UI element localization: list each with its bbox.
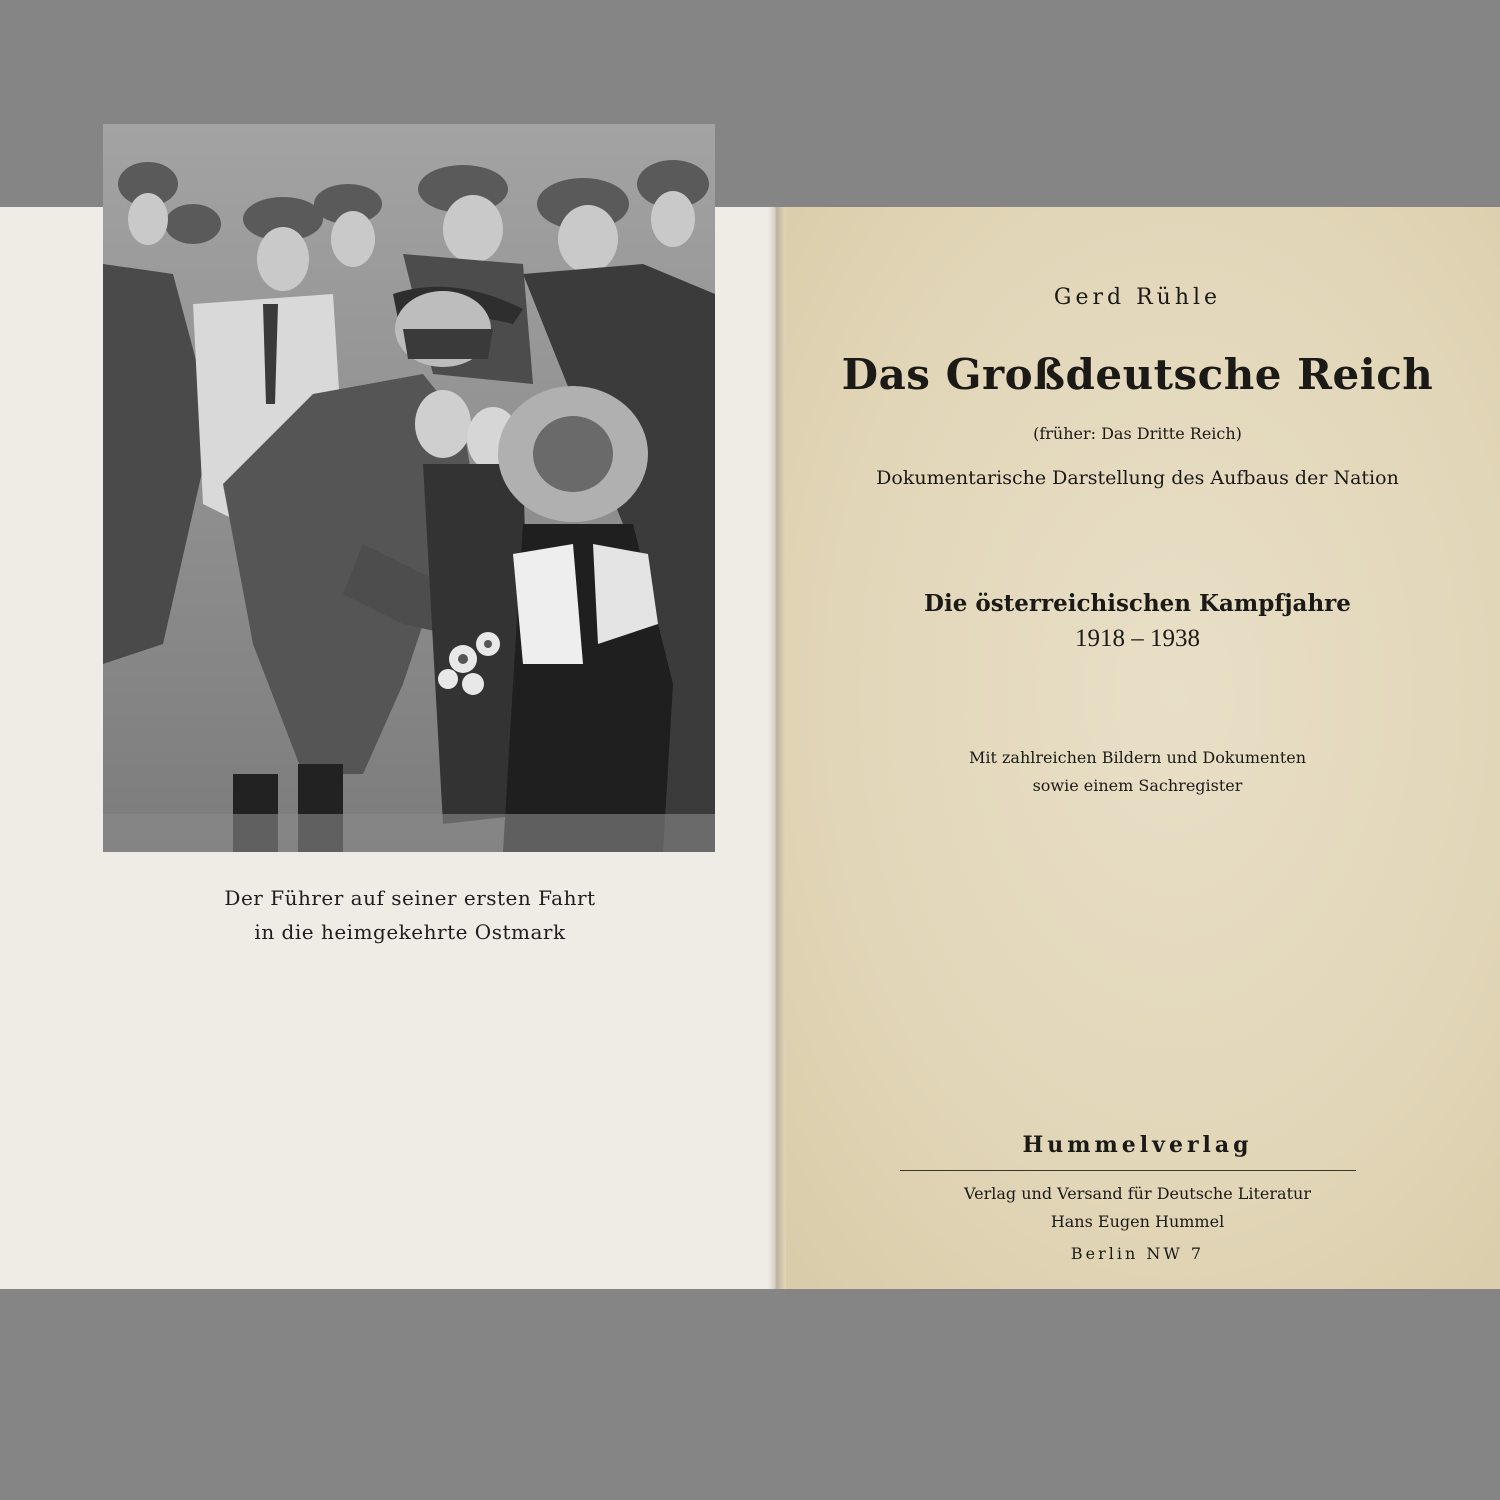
publisher-name: Hummelverlag: [1022, 1132, 1253, 1158]
photo-caption-line2: in die heimgekehrte Ostmark: [254, 920, 566, 944]
photo-illustration: [103, 124, 715, 852]
volume-years: 1918 – 1938: [1075, 625, 1200, 652]
frontispiece-photo: [103, 124, 715, 852]
volume-title: Die österreichischen Kampfjahre: [924, 590, 1351, 617]
author-name: Gerd Rühle: [1053, 285, 1222, 310]
contents-note-line2: sowie einem Sachregister: [1032, 776, 1243, 795]
contents-note-line1: Mit zahlreichen Bildern und Dokumenten: [968, 748, 1307, 767]
book-title: Das Großdeutsche Reich: [841, 350, 1434, 399]
publisher-rule: [900, 1170, 1356, 1171]
publisher-address-line2: Hans Eugen Hummel: [1050, 1212, 1225, 1231]
publisher-address-line3: Berlin NW 7: [1070, 1244, 1205, 1263]
publisher-address-line1: Verlag und Versand für Deutsche Literatur: [964, 1184, 1311, 1203]
photo-caption-line1: Der Führer auf seiner ersten Fahrt: [224, 886, 596, 910]
book-subtitle: Dokumentarische Darstellung des Aufbaus der Nation: [876, 467, 1399, 489]
former-title: (früher: Das Dritte Reich): [1033, 424, 1242, 443]
